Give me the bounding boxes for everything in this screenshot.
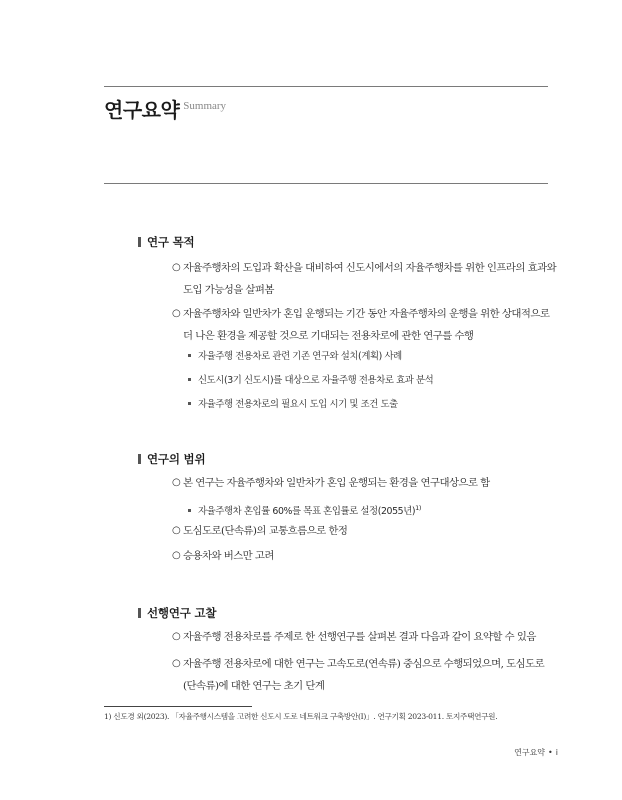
square-bullet-icon: [188, 378, 191, 381]
section-heading-purpose: 연구 목적: [138, 234, 194, 250]
circle-bullet-icon: ○: [172, 658, 181, 669]
title-bottom-rule: [104, 183, 548, 184]
sub-bullet-purpose-3: 자율주행 전용차로의 필요시 도입 시기 및 조건 도출: [188, 398, 398, 412]
bullet-scope-1: ○ 본 연구는 자율주행차와 일반차가 혼입 운행되는 환경을 연구대상으로 함: [172, 472, 557, 494]
section-heading-prior-research: 선행연구 고찰: [138, 605, 216, 621]
page-title: 연구요약: [104, 98, 180, 122]
circle-bullet-icon: ○: [172, 262, 181, 273]
section-marker-icon: [138, 237, 141, 247]
section-heading-scope: 연구의 범위: [138, 451, 205, 467]
footer-separator: •: [548, 748, 553, 757]
square-bullet-icon: [188, 509, 191, 512]
section-marker-icon: [138, 608, 141, 618]
circle-bullet-icon: ○: [172, 308, 181, 319]
sub-bullet-purpose-1: 자율주행 전용차로 관련 기존 연구와 설치(계획) 사례: [188, 350, 402, 364]
page-subtitle: Summary: [183, 100, 227, 112]
top-rule: [104, 86, 548, 87]
bullet-scope-2: ○ 도심도로(단속류)의 교통흐름으로 한정: [172, 520, 557, 542]
bullet-scope-3: ○ 승용차와 버스만 고려: [172, 545, 557, 567]
bullet-prior-1: ○ 자율주행 전용차로를 주제로 한 선행연구를 살펴본 결과 다음과 같이 요약할 수 있음: [172, 626, 557, 648]
footnote-ref: 1): [415, 504, 422, 512]
circle-bullet-icon: ○: [172, 550, 181, 561]
page-title-block: [104, 94, 226, 123]
footnote-divider: [104, 706, 252, 707]
bullet-purpose-1: ○ 자율주행차의 도입과 확산을 대비하여 신도시에서의 자율주행차를 위한 인프라의 효과와 도입 가능성을 살펴봄: [172, 257, 557, 301]
bullet-prior-2: ○ 자율주행 전용차로에 대한 연구는 고속도로(연속류) 중심으로 수행되었으며, 도심도로(단속류)에 대한 연구는 초기 단계: [172, 653, 557, 697]
footer-label: 연구요약: [514, 748, 546, 757]
square-bullet-icon: [188, 402, 191, 405]
footnote: 1) 신도경 외(2023). 「자율주행시스템을 고려한 신도시 도로 네트워크 구축방안(I)」. 연구기획 2023-011. 토지주택연구원.: [104, 712, 498, 721]
page-number: i: [555, 748, 558, 757]
square-bullet-icon: [188, 354, 191, 357]
bullet-purpose-2: ○ 자율주행차와 일반차가 혼입 운행되는 기간 동안 자율주행차의 운행을 위한 상대적으로 더 나은 환경을 제공할 것으로 기대되는 전용차로에 관한 연구를 수행: [172, 303, 557, 347]
circle-bullet-icon: ○: [172, 525, 181, 536]
sub-bullet-scope-1: 자율주행차 혼입률 60%를 목표 혼입률로 설정(2055년)$^{1)}$: [188, 501, 421, 519]
sub-bullet-purpose-2: 신도시(3기 신도시)를 대상으로 자율주행 전용차로 효과 분석: [188, 374, 433, 388]
circle-bullet-icon: ○: [172, 477, 181, 488]
section-marker-icon: [138, 454, 141, 464]
circle-bullet-icon: ○: [172, 631, 181, 642]
page-footer: [514, 747, 558, 758]
